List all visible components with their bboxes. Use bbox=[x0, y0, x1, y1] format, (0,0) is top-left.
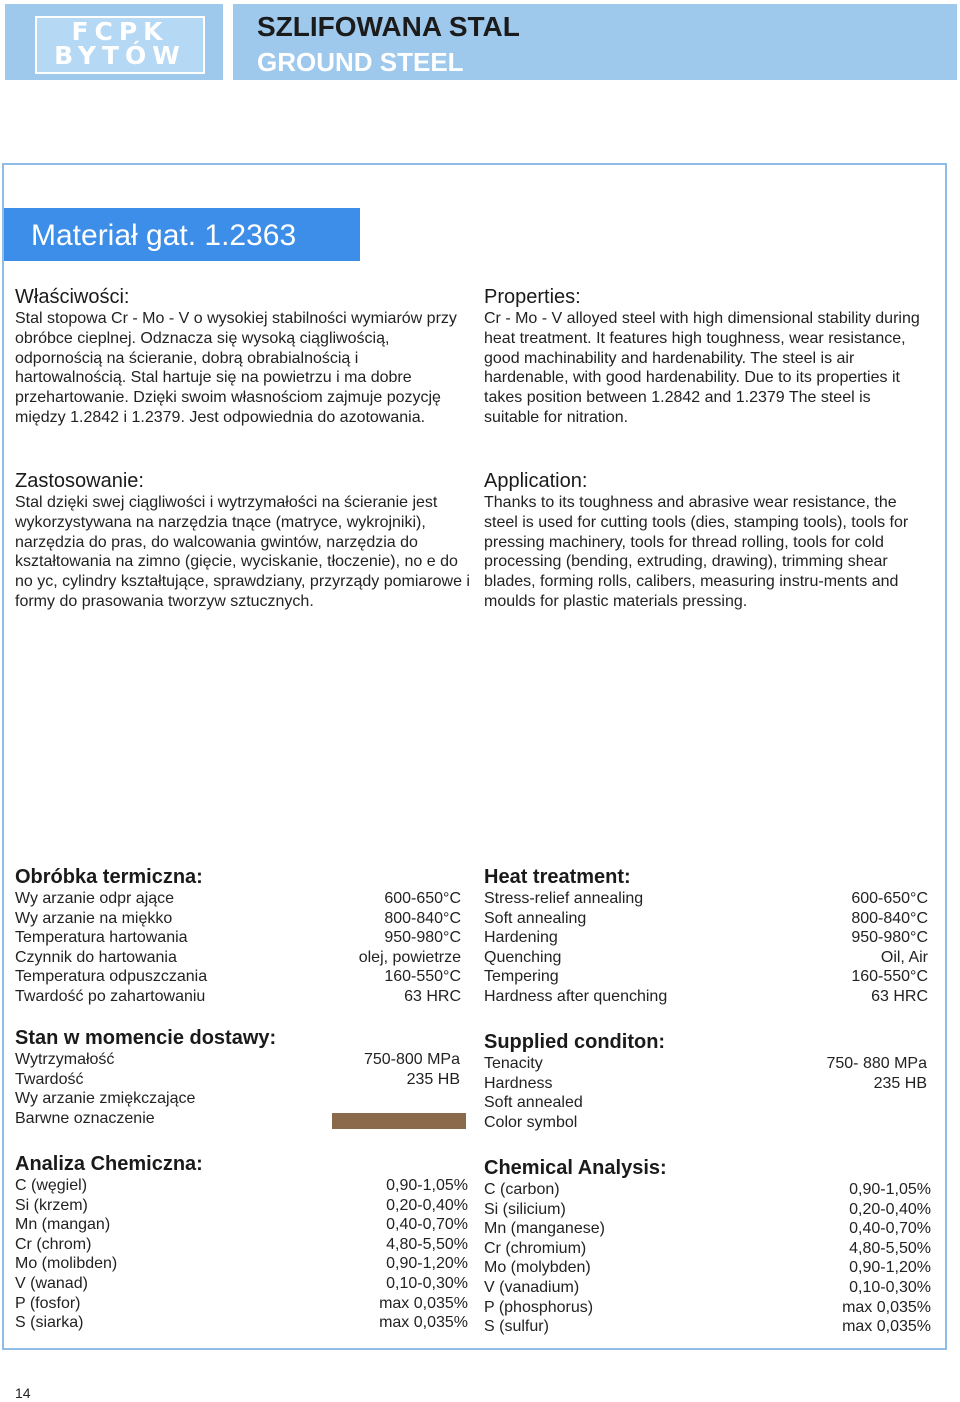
row-value: 63 HRC bbox=[404, 987, 461, 1005]
table-row bbox=[484, 948, 928, 968]
table-row bbox=[484, 1278, 931, 1298]
row-value: 63 HRC bbox=[871, 987, 928, 1005]
table-row bbox=[15, 1196, 468, 1216]
table-row bbox=[484, 1113, 927, 1133]
row-value: 0,40-0,70% bbox=[386, 1216, 468, 1234]
row-value: max 0,035% bbox=[842, 1298, 931, 1316]
application-pl-text: Stal dzięki swej ciągliwości i wytrzymałości na ścieranie jest wykorzystywana na narzędzia tnące (matryce, wykrojniki), narzędzia do pras, do walcowania gwintów, narzędzia do kształtowania na zimno (gięcie, wyciskanie, tłoczenie), no e do no yc, cylindry kształtujące, sprawdziany, przyrządy pomiarowe i formy do prasowania tworzyw sztucznych. bbox=[15, 494, 470, 610]
row-value: 0,40-0,70% bbox=[849, 1220, 931, 1238]
row-value: 950-980°C bbox=[384, 929, 461, 947]
header-logo-panel bbox=[5, 4, 223, 80]
row-label: Si (silicium) bbox=[484, 1200, 566, 1218]
row-value: 0,90-1,05% bbox=[386, 1177, 468, 1194]
table-row bbox=[15, 1215, 468, 1235]
table-row bbox=[484, 1200, 931, 1220]
application-pl-title: Zastosowanie: bbox=[15, 470, 144, 492]
table-row bbox=[484, 909, 928, 929]
row-value: 0,20-0,40% bbox=[849, 1200, 931, 1218]
application-pl-section bbox=[15, 469, 470, 612]
row-label: Czynnik do hartowania bbox=[15, 948, 177, 966]
page-title-en: GROUND STEEL bbox=[257, 47, 464, 77]
row-label: Twardość bbox=[15, 1070, 84, 1088]
chemical-pl-title: Analiza Chemiczna: bbox=[15, 1153, 203, 1175]
company-logo bbox=[35, 16, 205, 74]
supplied-pl-title: Stan w momencie dostawy: bbox=[15, 1027, 277, 1049]
row-label: Wytrzymałość bbox=[15, 1051, 115, 1068]
color-symbol-swatch bbox=[332, 1113, 466, 1129]
table-row bbox=[15, 987, 461, 1007]
row-value: 160-550°C bbox=[384, 968, 461, 986]
properties-pl-section bbox=[15, 285, 470, 428]
row-label: Cr (chrom) bbox=[15, 1235, 92, 1253]
row-label: Si (krzem) bbox=[15, 1196, 88, 1214]
application-en-text: Thanks to its toughness and abrasive wear resistance, the steel is used for cutting tools (dies, stamping tools), tools for pressing machinery, tools for thread rolling, tools for cold processing (bending, extruding, drawing), trimming shear blades, forming rolls, calibers, measuring instru-ments and moulds for plastic materials pressing. bbox=[484, 494, 909, 610]
row-value: 235 HB bbox=[873, 1074, 927, 1092]
row-label: Hardness bbox=[484, 1074, 553, 1092]
properties-en-text: Cr - Mo - V alloyed steel with high dimensional stability during heat treatment. It features high toughness, wear resistance, good machinability and hardenability. The steel is air hardenable, with good hardenability. Due to its properties it takes position between 1.2842 and 1.2379 The steel is suitable for nitration. bbox=[484, 310, 920, 426]
application-en-section bbox=[484, 469, 924, 612]
table-row bbox=[484, 987, 928, 1007]
table-row bbox=[484, 1298, 931, 1318]
properties-en-title: Properties: bbox=[484, 286, 581, 308]
heat-treatment-pl-title: Obróbka termiczna: bbox=[15, 866, 203, 888]
table-row bbox=[15, 967, 461, 987]
table-row bbox=[484, 928, 928, 948]
application-en-title: Application: bbox=[484, 470, 588, 492]
row-label: P (phosphorus) bbox=[484, 1298, 594, 1316]
row-value: olej, powietrze bbox=[358, 948, 461, 966]
row-label: V (wanad) bbox=[15, 1274, 88, 1292]
row-label: Wy arzanie zmiękczające bbox=[15, 1090, 196, 1108]
row-label: Stress-relief annealing bbox=[484, 890, 644, 907]
table-row bbox=[484, 1054, 927, 1074]
heat-treatment-pl-table bbox=[15, 889, 461, 1007]
table-row bbox=[484, 1317, 931, 1337]
table-row bbox=[484, 889, 928, 909]
page-number: 14 bbox=[15, 1385, 31, 1401]
page-title-pl: SZLIFOWANA STAL bbox=[257, 11, 520, 42]
row-value: 600-650°C bbox=[851, 890, 928, 907]
heat-treatment-en-section bbox=[484, 865, 928, 1007]
row-label: Twardość po zahartowaniu bbox=[15, 987, 206, 1005]
row-label: P (fosfor) bbox=[15, 1294, 81, 1312]
properties-en-section bbox=[484, 285, 924, 428]
row-value: 750-800 MPa bbox=[363, 1051, 460, 1068]
table-row bbox=[15, 1274, 468, 1294]
row-value: max 0,035% bbox=[842, 1318, 931, 1336]
table-row bbox=[15, 1235, 468, 1255]
row-value: 0,10-0,30% bbox=[849, 1278, 931, 1296]
table-row bbox=[484, 1093, 927, 1113]
supplied-pl-section bbox=[15, 1026, 461, 1128]
table-row bbox=[15, 1313, 468, 1333]
table-row bbox=[484, 1219, 931, 1239]
table-row bbox=[15, 1050, 460, 1070]
row-label: S (siarka) bbox=[15, 1314, 84, 1332]
logo-line-2: BYTÓW bbox=[54, 41, 186, 70]
row-label: Wy arzanie na miękko bbox=[15, 909, 173, 927]
row-value: 0,90-1,20% bbox=[849, 1259, 931, 1277]
row-label: Soft annealed bbox=[484, 1094, 583, 1112]
row-value: 235 HB bbox=[406, 1070, 460, 1088]
row-value: max 0,035% bbox=[379, 1314, 468, 1332]
row-label: Mn (mangan) bbox=[15, 1216, 111, 1234]
row-label: Temperatura hartowania bbox=[15, 929, 188, 947]
supplied-en-table bbox=[484, 1054, 927, 1132]
chemical-en-title: Chemical Analysis: bbox=[484, 1157, 667, 1179]
table-row bbox=[15, 928, 461, 948]
chemical-pl-section bbox=[15, 1152, 468, 1333]
row-value: 4,80-5,50% bbox=[386, 1235, 468, 1253]
table-row bbox=[484, 1180, 931, 1200]
row-value: 0,90-1,05% bbox=[849, 1181, 931, 1198]
row-value: 950-980°C bbox=[851, 929, 928, 947]
row-label: Wy arzanie odpr ające bbox=[15, 890, 175, 907]
table-row bbox=[484, 1074, 927, 1094]
row-value: 800-840°C bbox=[851, 909, 928, 927]
row-label: Tenacity bbox=[484, 1055, 543, 1072]
table-row bbox=[15, 1176, 468, 1196]
row-label: Mo (molybden) bbox=[484, 1259, 591, 1277]
table-row bbox=[484, 967, 928, 987]
row-label: Soft annealing bbox=[484, 909, 587, 927]
heat-treatment-en-title: Heat treatment: bbox=[484, 866, 631, 888]
table-row bbox=[484, 1239, 931, 1259]
row-label: Tempering bbox=[484, 968, 559, 986]
table-row bbox=[15, 1254, 468, 1274]
heat-treatment-en-table bbox=[484, 889, 928, 1007]
row-value: 0,20-0,40% bbox=[386, 1196, 468, 1214]
properties-pl-text: Stal stopowa Cr - Mo - V o wysokiej stabilności wymiarów przy obróbce cieplnej. Odznacza się wysoką ciągliwością, odpornością na ścieranie, dobrą obrabialnością i hartowalnością. Stal hartuje się na powietrzu i ma dobre przehartowanie. Dzięki swoim własnościom zajmuje pozycję między 1.2842 i 1.2379. Jest odpowiednia do azotowania. bbox=[15, 310, 457, 426]
row-value: 160-550°C bbox=[851, 968, 928, 986]
chemical-en-table bbox=[484, 1180, 931, 1337]
table-row bbox=[15, 1294, 468, 1314]
table-row bbox=[15, 1089, 460, 1109]
row-value: Oil, Air bbox=[880, 948, 928, 966]
table-row bbox=[15, 1070, 460, 1090]
material-banner bbox=[4, 208, 360, 261]
table-row bbox=[15, 889, 461, 909]
supplied-en-title: Supplied conditon: bbox=[484, 1031, 666, 1053]
table-row bbox=[15, 948, 461, 968]
row-label: Hardening bbox=[484, 929, 558, 947]
row-value: 750- 880 MPa bbox=[826, 1055, 927, 1072]
row-label: Mo (molibden) bbox=[15, 1255, 118, 1273]
properties-pl-title: Właściwości: bbox=[15, 286, 130, 308]
row-value: 0,10-0,30% bbox=[386, 1274, 468, 1292]
row-label: Mn (manganese) bbox=[484, 1220, 605, 1238]
row-label: S (sulfur) bbox=[484, 1318, 549, 1336]
row-label: C (węgiel) bbox=[15, 1177, 88, 1194]
supplied-en-section bbox=[484, 1030, 927, 1132]
row-label: Color symbol bbox=[484, 1113, 578, 1131]
table-row bbox=[15, 909, 461, 929]
row-value: 800-840°C bbox=[384, 909, 461, 927]
logo-line-1: FCPK bbox=[71, 17, 169, 46]
row-label: Cr (chromium) bbox=[484, 1239, 587, 1257]
row-label: Quenching bbox=[484, 948, 562, 966]
row-value: 0,90-1,20% bbox=[386, 1255, 468, 1273]
row-label: Hardness after quenching bbox=[484, 987, 668, 1005]
header-title-panel bbox=[233, 4, 957, 80]
table-row bbox=[484, 1258, 931, 1278]
row-value: 600-650°C bbox=[384, 890, 461, 907]
row-label: Barwne oznaczenie bbox=[15, 1109, 155, 1127]
chemical-pl-table bbox=[15, 1176, 468, 1333]
row-value: max 0,035% bbox=[379, 1294, 468, 1312]
chemical-en-section bbox=[484, 1156, 931, 1337]
heat-treatment-pl-section bbox=[15, 865, 461, 1007]
material-grade: Materiał gat. 1.2363 bbox=[31, 219, 297, 252]
row-label: V (vanadium) bbox=[484, 1278, 580, 1296]
row-label: C (carbon) bbox=[484, 1181, 560, 1198]
row-value: 4,80-5,50% bbox=[849, 1239, 931, 1257]
row-label: Temperatura odpuszczania bbox=[15, 968, 208, 986]
